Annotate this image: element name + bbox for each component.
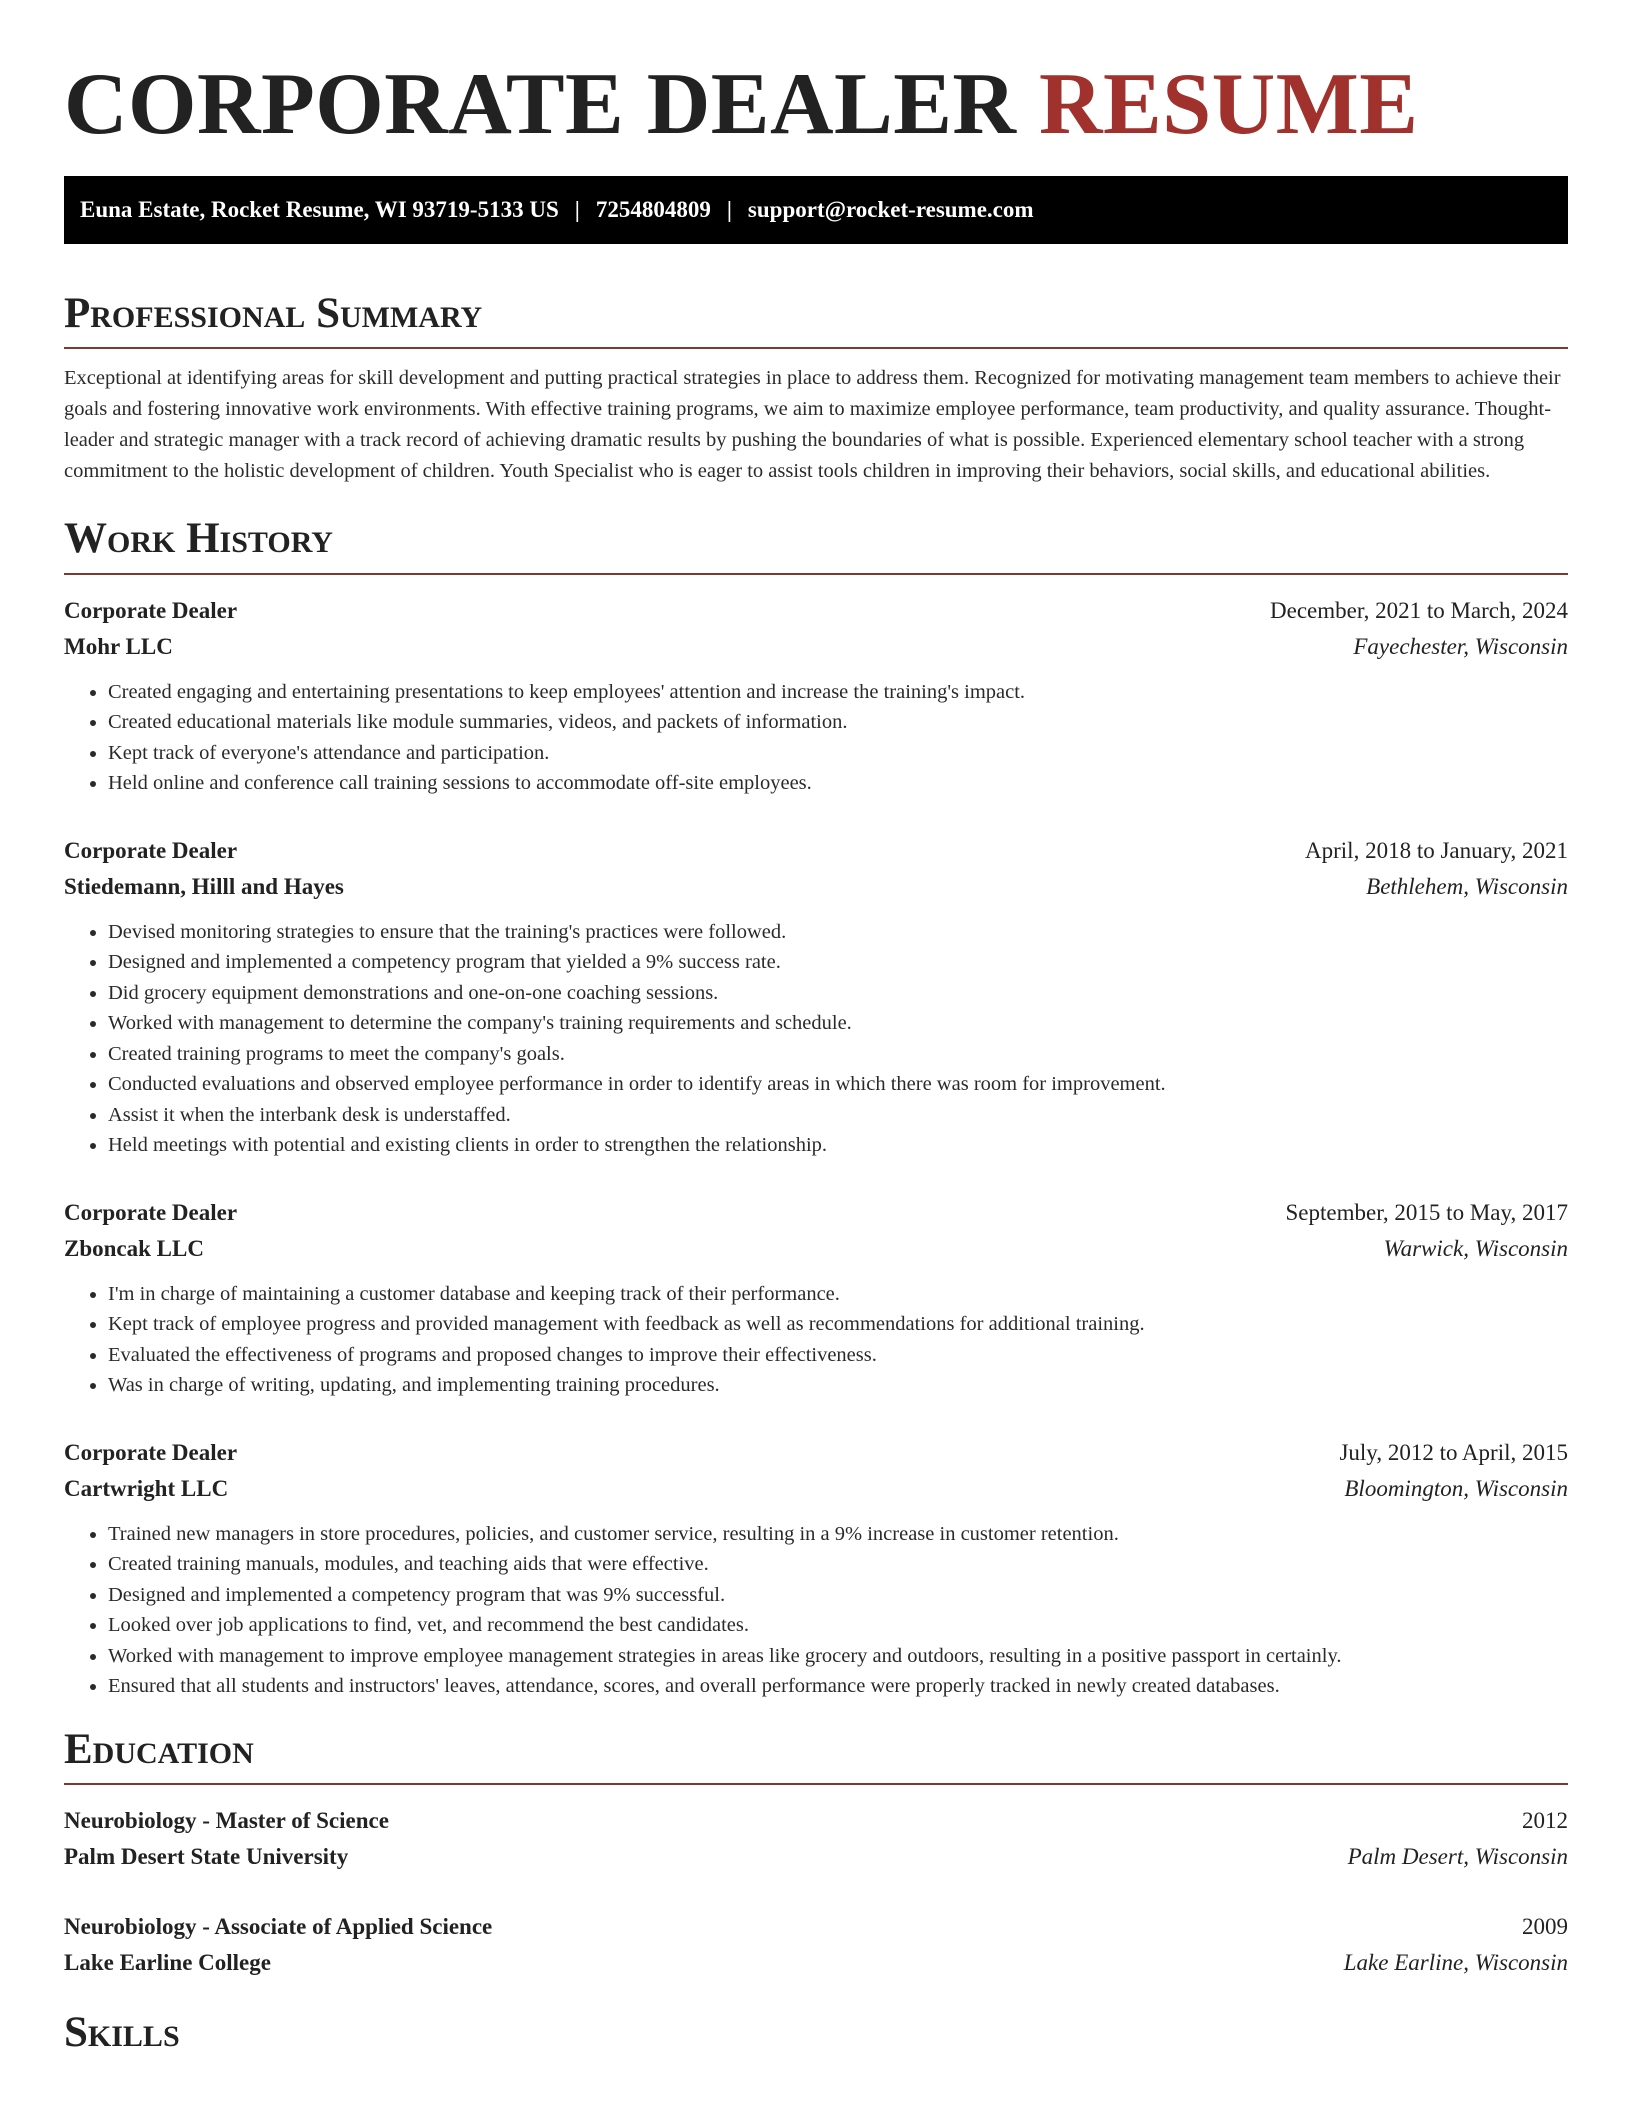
job-bullet: • Created training manuals, modules, and teaching aids that were effective. [108, 1549, 1568, 1580]
education-school: Lake Earline College [64, 1950, 271, 1976]
education-degree-row [64, 1909, 1568, 1945]
education-heading: Education [64, 1724, 1568, 1786]
contact-address: Euna Estate, Rocket Resume, WI 93719-5133 US [80, 196, 559, 222]
job-company-row [64, 629, 1568, 665]
education-school-row [64, 1839, 1568, 1875]
education-location: Lake Earline, Wisconsin [1343, 1950, 1568, 1976]
education-degree: Neurobiology - Master of Science [64, 1808, 389, 1834]
job-bullet: • Worked with management to determine the company's training requirements and schedule. [108, 1008, 1568, 1039]
job-bullet: • Ensured that all students and instructors' leaves, attendance, scores, and overall performance were properly tracked in newly created databases. [108, 1671, 1568, 1702]
job-bullet: • Created engaging and entertaining presentations to keep employees' attention and increase the training's impact. [108, 677, 1568, 708]
job-location: Warwick, Wisconsin [1383, 1235, 1568, 1261]
job-company: Zboncak LLC [64, 1235, 204, 1261]
contact-bar [64, 176, 1568, 244]
job-company-row [64, 869, 1568, 905]
education-school-row [64, 1945, 1568, 1981]
job-bullet: • I'm in charge of maintaining a customer database and keeping track of their performance. [108, 1279, 1568, 1310]
title-main: CORPORATE DEALER [64, 56, 1017, 153]
job-bullet: • Looked over job applications to find, vet, and recommend the best candidates. [108, 1610, 1568, 1641]
job-entry [64, 833, 1568, 1161]
job-location: Bethlehem, Wisconsin [1366, 873, 1568, 899]
job-bullet: • Created educational materials like module summaries, videos, and packets of information. [108, 707, 1568, 738]
job-header-row [64, 833, 1568, 869]
job-company: Mohr LLC [64, 633, 173, 659]
job-bullets [64, 1279, 1568, 1401]
contact-separator: | [726, 196, 732, 222]
education-entry [64, 1803, 1568, 1875]
job-dates: September, 2015 to May, 2017 [1285, 1199, 1568, 1225]
job-bullets [64, 917, 1568, 1161]
job-dates: July, 2012 to April, 2015 [1339, 1439, 1568, 1465]
job-location: Fayechester, Wisconsin [1353, 633, 1568, 659]
job-bullet: • Designed and implemented a competency program that yielded a 9% success rate. [108, 947, 1568, 978]
job-bullet: • Created training programs to meet the company's goals. [108, 1039, 1568, 1070]
job-bullets [64, 677, 1568, 799]
job-bullet: • Assist it when the interbank desk is understaffed. [108, 1100, 1568, 1131]
job-bullet: • Held online and conference call training sessions to accommodate off-site employees. [108, 768, 1568, 799]
title-accent: RESUME [1038, 56, 1419, 153]
job-entry [64, 1435, 1568, 1702]
work-history-heading: Work History [64, 513, 1568, 575]
job-title: Corporate Dealer [64, 1199, 238, 1225]
job-title: Corporate Dealer [64, 597, 238, 623]
education-degree: Neurobiology - Associate of Applied Science [64, 1914, 493, 1940]
job-company: Cartwright LLC [64, 1475, 229, 1501]
job-bullet: • Was in charge of writing, updating, and implementing training procedures. [108, 1370, 1568, 1401]
job-company: Stiedemann, Hilll and Hayes [64, 873, 344, 899]
job-dates: April, 2018 to January, 2021 [1305, 837, 1568, 863]
job-bullet: • Kept track of everyone's attendance and participation. [108, 738, 1568, 769]
education-location: Palm Desert, Wisconsin [1347, 1844, 1568, 1870]
contact-phone: 7254804809 [595, 196, 711, 222]
education-entry [64, 1909, 1568, 1981]
job-header-row [64, 1435, 1568, 1471]
job-bullet: • Designed and implemented a competency program that was 9% successful. [108, 1580, 1568, 1611]
job-dates: December, 2021 to March, 2024 [1270, 597, 1568, 623]
education-degree-row [64, 1803, 1568, 1839]
job-bullets [64, 1519, 1568, 1702]
job-company-row [64, 1231, 1568, 1267]
job-bullet: • Worked with management to improve employee management strategies in areas like grocery and outdoors, resulting in a positive passport in certainly. [108, 1641, 1568, 1672]
job-title: Corporate Dealer [64, 837, 238, 863]
contact-separator: | [574, 196, 580, 222]
skills-heading: Skills [64, 2009, 180, 2057]
summary-text: Exceptional at identifying areas for skill development and putting practical strategies in place to address them. Recognized for motivating management team members to achieve their goals and fostering innovative work environments. With effective training programs, we aim to maximize employee performance, team productivity, and quality assurance. Thought-leader and strategic manager with a track record of achieving dramatic results by pushing the boundaries of what is possible. Experienced elementary school teacher with a strong commitment to the holistic development of children. Youth Specialist who is eager to assist tools children in improving their behaviors, social skills, and educational abilities. [64, 367, 1561, 483]
job-title: Corporate Dealer [64, 1439, 238, 1465]
education-year: 2009 [1522, 1914, 1568, 1940]
job-entry [64, 1195, 1568, 1401]
job-header-row [64, 1195, 1568, 1231]
job-bullet: • Did grocery equipment demonstrations and one-on-one coaching sessions. [108, 978, 1568, 1009]
job-bullet: • Held meetings with potential and existing clients in order to strengthen the relationship. [108, 1130, 1568, 1161]
job-entry [64, 593, 1568, 799]
education-year: 2012 [1522, 1808, 1568, 1834]
job-location: Bloomington, Wisconsin [1344, 1475, 1568, 1501]
job-bullet: • Trained new managers in store procedures, policies, and customer service, resulting in a 9% increase in customer retention. [108, 1519, 1568, 1550]
contact-email: support@rocket-resume.com [747, 196, 1034, 222]
job-bullet: • Devised monitoring strategies to ensure that the training's practices were followed. [108, 917, 1568, 948]
resume-title [64, 0, 1568, 158]
education-school: Palm Desert State University [64, 1844, 349, 1870]
job-company-row [64, 1471, 1568, 1507]
job-header-row [64, 593, 1568, 629]
job-bullet: • Kept track of employee progress and provided management with feedback as well as recommendations for additional training. [108, 1309, 1568, 1340]
job-bullet: • Conducted evaluations and observed employee performance in order to identify areas in which there was room for improvement. [108, 1069, 1568, 1100]
summary-heading: Professional Summary [64, 288, 1568, 350]
job-bullet: • Evaluated the effectiveness of programs and proposed changes to improve their effectiveness. [108, 1340, 1568, 1371]
